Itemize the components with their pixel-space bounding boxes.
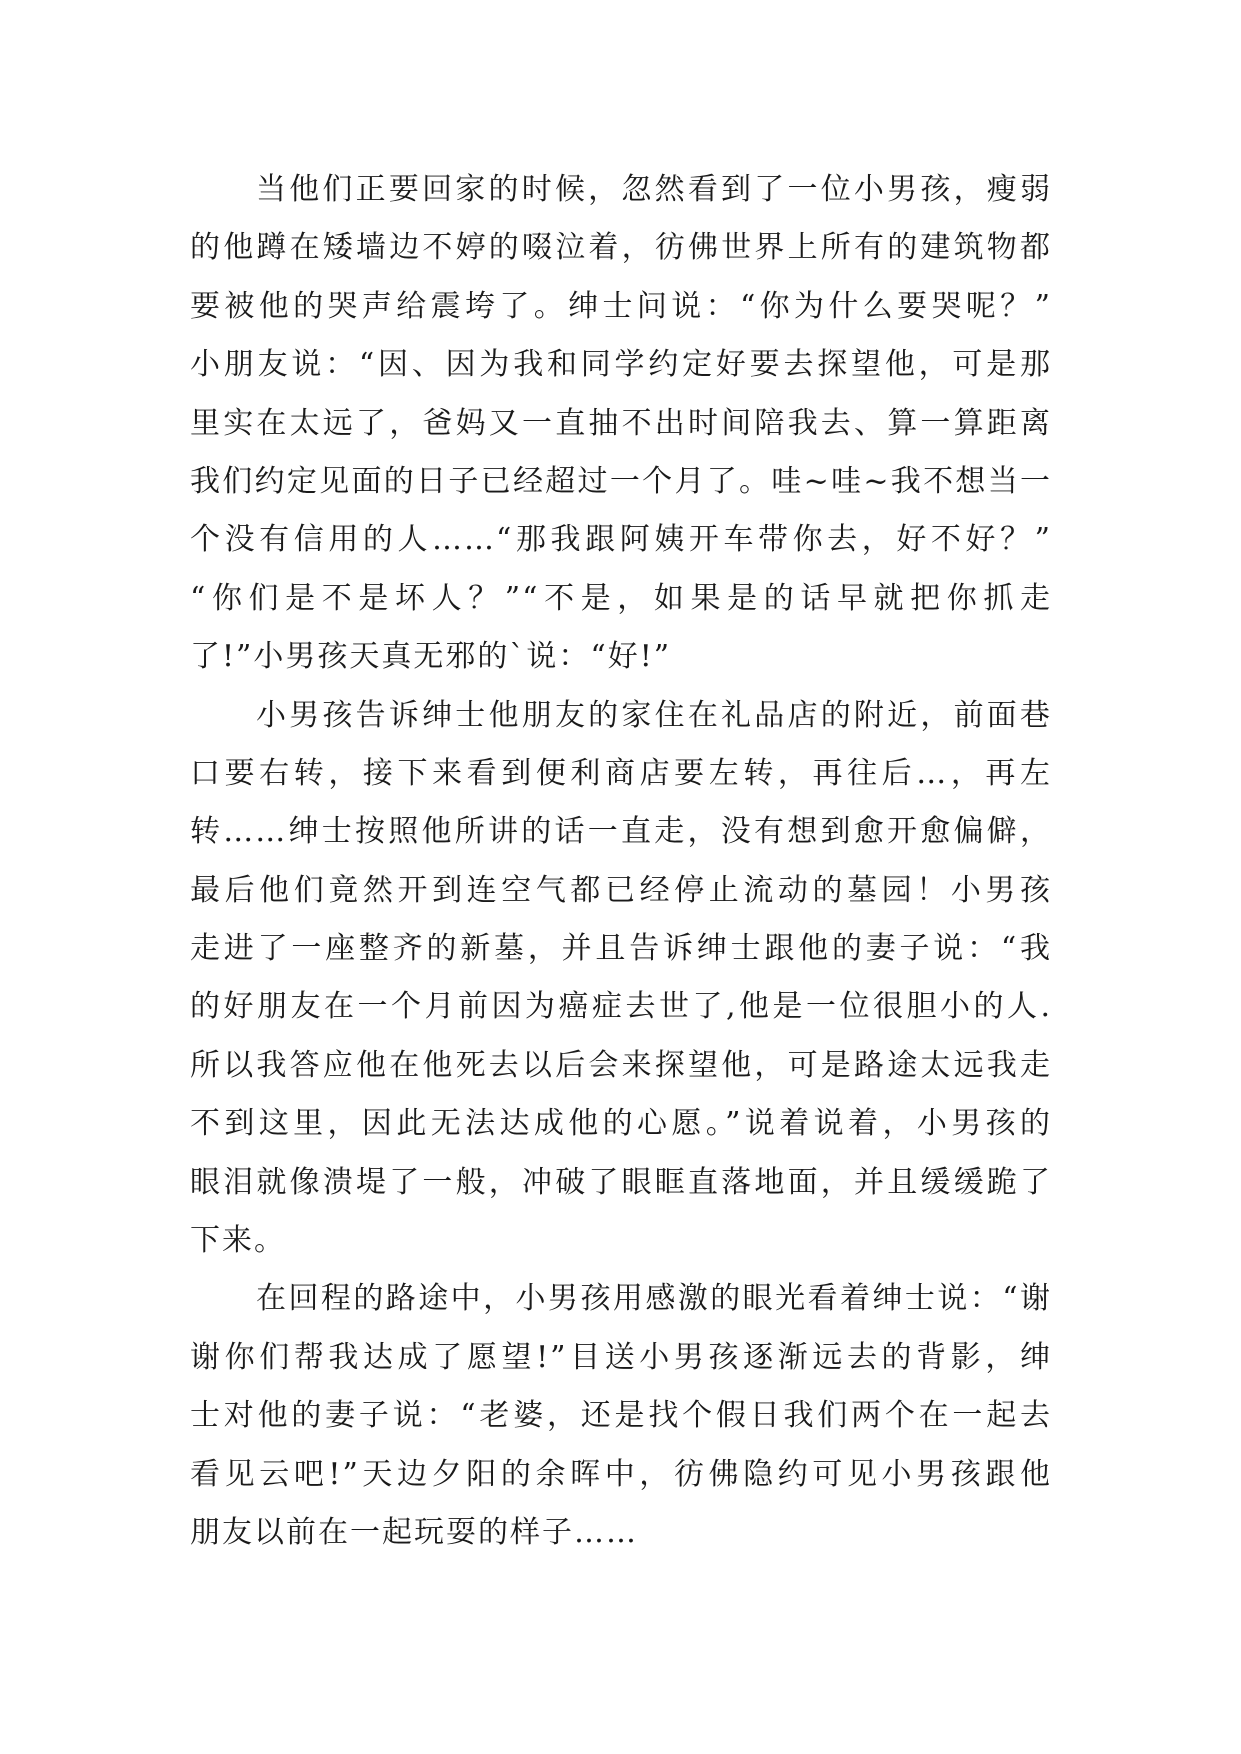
paragraph-3 bbox=[190, 1270, 1052, 1562]
text-line: 最后他们竟然开到连空气都已经停止流动的墓园！小男孩 bbox=[190, 872, 1052, 908]
text-line: 小男孩告诉绅士他朋友的家住在礼品店的附近，前面巷 bbox=[256, 697, 1052, 733]
text-line: 下来。 bbox=[190, 1223, 286, 1259]
text-line: “你们是不是坏人？”“不是，如果是的话早就把你抓走 bbox=[190, 580, 1052, 616]
text-line: 当他们正要回家的时候，忽然看到了一位小男孩，瘦弱 bbox=[256, 172, 1052, 207]
text-line: 不到这里，因此无法达成他的心愿。”说着说着，小男孩的 bbox=[190, 1106, 1052, 1142]
text-line: 里实在太远了，爸妈又一直抽不出时间陪我去、算一算距离 bbox=[190, 405, 1052, 441]
paragraph-2 bbox=[190, 687, 1052, 1271]
text-line: 所以我答应他在他死去以后会来探望他，可是路途太远我走 bbox=[190, 1047, 1052, 1083]
text-line: 朋友以前在一起玩耍的样子…… bbox=[190, 1514, 638, 1550]
text-line: 小朋友说：“因、因为我和同学约定好要去探望他，可是那 bbox=[190, 347, 1052, 383]
text-line: 谢你们帮我达成了愿望!”目送小男孩逐渐远去的背影，绅 bbox=[190, 1339, 1052, 1375]
text-line: 走进了一座整齐的新墓，并且告诉绅士跟他的妻子说：“我 bbox=[190, 931, 1052, 967]
text-line: 看见云吧!”天边夕阳的余晖中，彷佛隐约可见小男孩跟他 bbox=[190, 1456, 1052, 1492]
text-line: 的他蹲在矮墙边不婷的啜泣着，彷佛世界上所有的建筑物都 bbox=[190, 230, 1052, 266]
text-line: 口要右转，接下来看到便利商店要左转，再往后…，再左 bbox=[190, 755, 1052, 791]
text-line: 在回程的路途中，小男孩用感激的眼光看着绅士说：“谢 bbox=[256, 1281, 1052, 1317]
text-line: 我们约定见面的日子已经超过一个月了。哇~哇~我不想当一 bbox=[190, 463, 1052, 499]
text-line: 的好朋友在一个月前因为癌症去世了,他是一位很胆小的人. bbox=[190, 989, 1052, 1025]
paragraph-1 bbox=[190, 161, 1052, 687]
text-line: 眼泪就像溃堤了一般，冲破了眼眶直落地面，并且缓缓跪了 bbox=[190, 1164, 1052, 1200]
story-text bbox=[190, 161, 1052, 1562]
text-line: 要被他的哭声给震垮了。绅士问说：“你为什么要哭呢？” bbox=[190, 288, 1052, 324]
text-line: 了!”小男孩天真无邪的`说：“好!” bbox=[190, 639, 672, 675]
text-line: 士对他的妻子说：“老婆，还是找个假日我们两个在一起去 bbox=[190, 1398, 1052, 1434]
text-line: 转……绅士按照他所讲的话一直走，没有想到愈开愈偏僻， bbox=[190, 814, 1052, 850]
text-line: 个没有信用的人……“那我跟阿姨开车带你去，好不好？” bbox=[190, 522, 1052, 558]
